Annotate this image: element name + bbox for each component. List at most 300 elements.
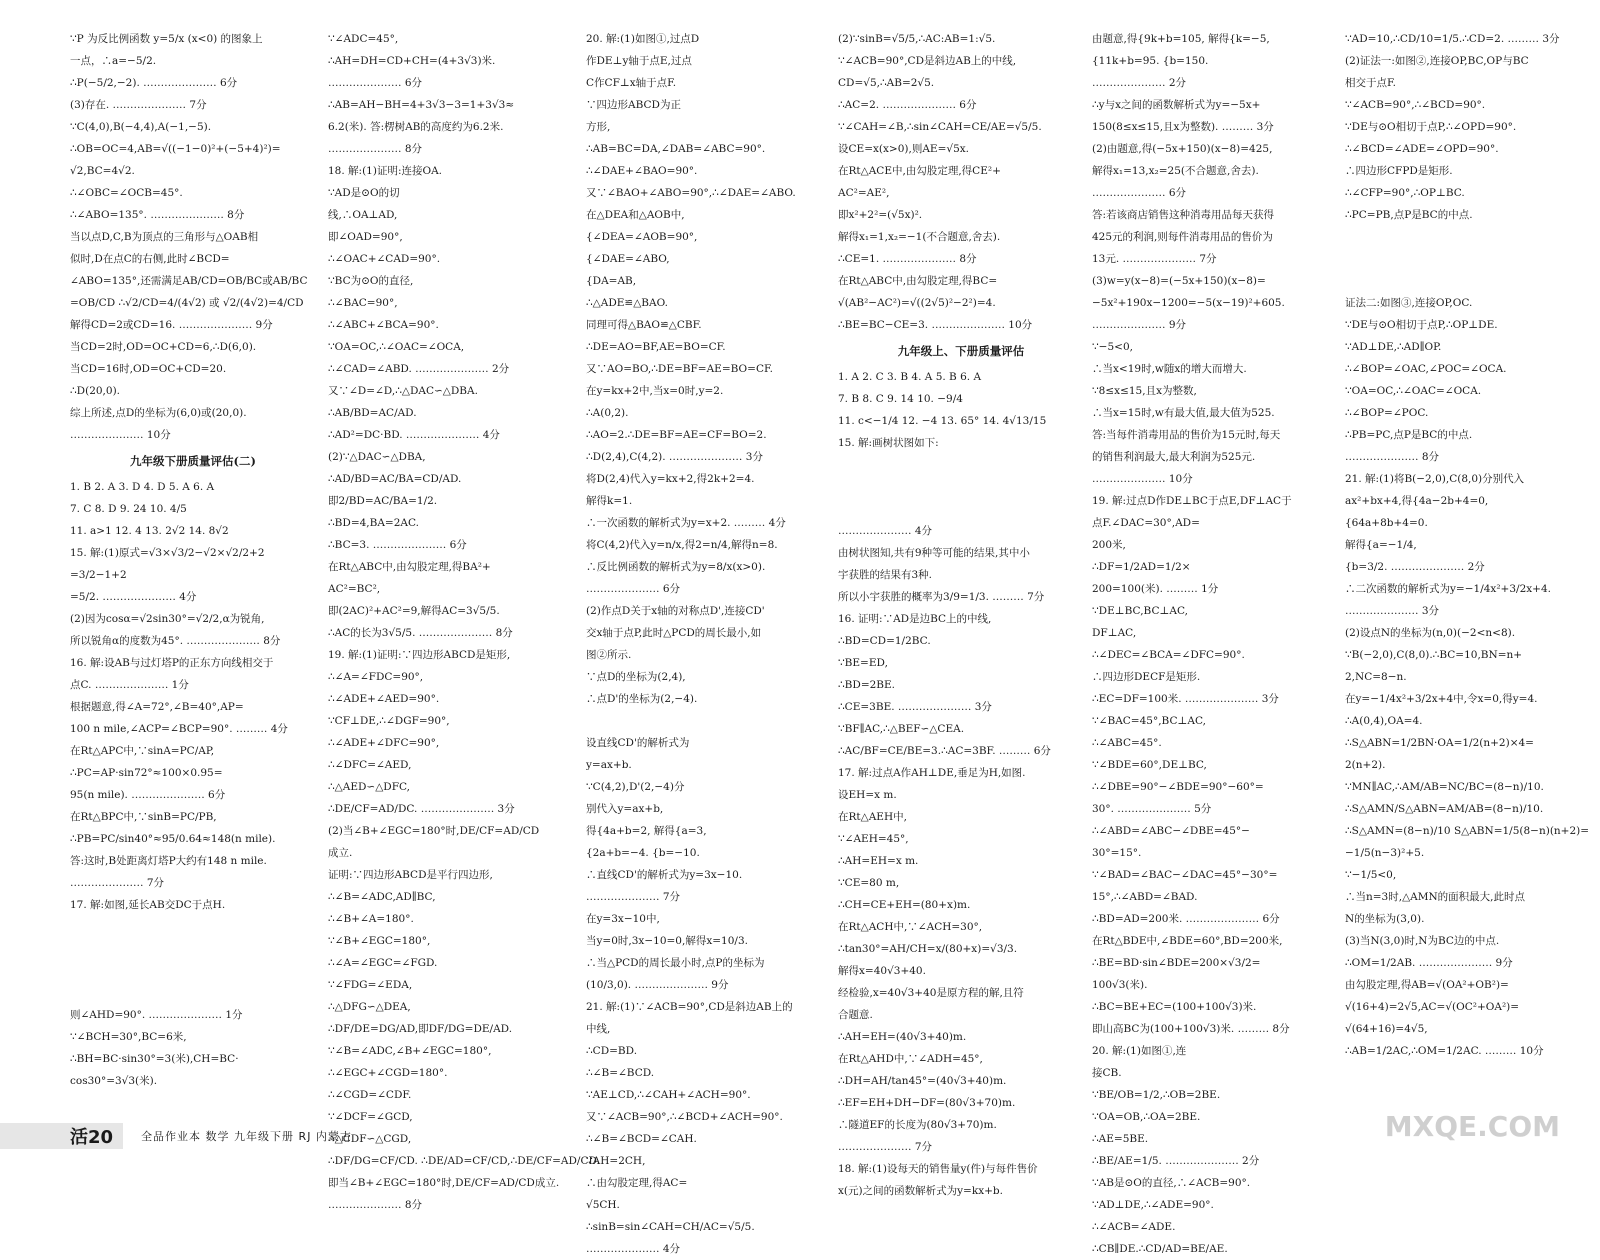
answer-line: [70, 982, 316, 1004]
answer-line: √2,BC=4√2.: [70, 165, 135, 177]
answer-line: 图②所示.: [586, 649, 632, 661]
answer-line: 21. 解:(1)将B(−2,0),C(8,0)分别代入: [1345, 473, 1525, 485]
answer-line: =3/2−1+2: [70, 569, 127, 581]
answer-line: 在Rt△ABC中,由勾股定理,得BC=: [838, 275, 998, 287]
answer-line: ∴∠OBC=∠OCB=45°.: [70, 187, 183, 199]
answer-line: [838, 454, 1084, 476]
answer-line: ∴DF/DE=DG/AD,即DF/DG=DE/AD.: [328, 1023, 513, 1035]
answer-line: ∵∠AEH=45°,: [838, 833, 909, 845]
answer-line: 18. 解:(1)设每天的销售量y(件)与每件售价: [838, 1163, 1038, 1175]
answer-line: {64a+8b+4=0.: [1345, 517, 1428, 529]
answer-line: ∵∠BDE=60°,DE⊥BC,: [1092, 759, 1207, 771]
answer-line: 即∠OAD=90°,: [328, 231, 403, 243]
answer-line: √(AB²−AC²)=√((2√5)²−2²)=4.: [838, 297, 996, 309]
answer-line: 又∵∠ACB=90°,∴∠BCD+∠ACH=90°.: [586, 1111, 783, 1123]
answer-line: 将D(2,4)代入y=kx+2,得2k+2=4.: [586, 473, 755, 485]
answer-line: ………………… 3分: [1345, 605, 1440, 617]
answer-line: ∴∠B=∠BCD.: [586, 1067, 655, 1079]
answer-line: ∵DE与⊙O相切于点P,∴∠OPD=90°.: [1345, 121, 1517, 133]
answer-line: y=ax+b.: [586, 759, 632, 771]
answer-line: 即(2AC)²+AC²=9,解得AC=3√5/5.: [328, 605, 500, 617]
answer-line: 21. 解:(1)∵∠ACB=90°,CD是斜边AB上的: [586, 1001, 793, 1013]
answer-line: ∵∠DCF=∠GCD,: [328, 1111, 413, 1123]
answer-line: ∴DE=AO=BF,AE=BO=CF.: [586, 341, 726, 353]
answer-line: 同理可得△BAO≌△CBF.: [586, 319, 702, 331]
answer-line: 所以小宇获胜的概率为3/9=1/3. ……… 7分: [838, 591, 1045, 603]
answer-line: ………………… 8分: [328, 143, 423, 155]
answer-line: ∴直线CD'的解析式为y=3x−10.: [586, 869, 743, 881]
answer-line: ∴S△AMN=(8−n)/10 S△ABN=1/5(8−n)(n+2)=: [1345, 825, 1590, 837]
answer-line: ∵AH=2CH,: [586, 1155, 646, 1167]
answer-line: ∵AD⊥DE,∴AD∥OP.: [1345, 341, 1442, 353]
answer-line: (2)当∠B+∠EGC=180°时,DE/CF=AD/CD: [328, 825, 540, 837]
answer-line: ∵MN∥AC,∴AM/AB=NC/BC=(8−n)/10.: [1345, 781, 1544, 793]
answer-line: 30°=15°.: [1092, 847, 1142, 859]
answer-line: 7. C 8. D 9. 24 10. 4/5: [70, 503, 187, 515]
answer-line: (2)因为cosα=√2sin30°=√2/2,α为锐角,: [70, 613, 265, 625]
answer-line: ………………… 6分: [328, 77, 423, 89]
answer-line: ∴CB∥DE.∴CD/AD=BE/AE.: [1092, 1243, 1228, 1255]
answer-line: ∴∠CAD=∠ABD. ………………… 2分: [328, 363, 510, 375]
answer-line: {b=3/2. ………………… 2分: [1345, 561, 1485, 573]
answer-line: ∵∠ACB=90°,∴∠BCD=90°.: [1345, 99, 1486, 111]
answer-line: ∴AH=DH=CD+CH=(4+3√3)米.: [328, 55, 496, 67]
answer-line: ∴△AED∽△DFC,: [328, 781, 410, 793]
answer-line: ∴S△AMN/S△ABN=AM/AB=(8−n)/10.: [1345, 803, 1544, 815]
answer-line: ∴AH=EH=x m.: [838, 855, 919, 867]
answer-line: 综上所述,点D的坐标为(6,0)或(20,0).: [70, 407, 247, 419]
answer-line: ∵AD=10,∴CD/10=1/5.∴CD=2. ……… 3分: [1345, 33, 1560, 45]
answer-line: ∴OM=1/2AB. ………………… 9分: [1345, 957, 1513, 969]
answer-line: ∴∠BOP=∠POC.: [1345, 407, 1429, 419]
answer-line: ∴S△ABN=1/2BN·OA=1/2(n+2)×4=: [1345, 737, 1534, 749]
answer-line: ∴∠CGD=∠CDF.: [328, 1089, 412, 1101]
answer-line: 点F.∠DAC=30°,AD=: [1092, 517, 1200, 529]
answer-line: (10/3,0). ………………… 9分: [586, 979, 729, 991]
answer-line: ∵B(−2,0),C(8,0).∴BC=10,BN=n+: [1345, 649, 1523, 661]
answer-line: ∴DE/CF=AD/DC. ………………… 3分: [328, 803, 515, 815]
answer-line: 当CD=16时,OD=OC+CD=20.: [70, 363, 227, 375]
answer-line: ∵C(4,2),D'(2,−4)分: [586, 781, 685, 793]
answer-line: (2)∵sinB=√5/5,∴AC:AB=1:√5.: [838, 33, 996, 45]
answer-line: ∴∠DEC=∠BCA=∠DFC=90°.: [1092, 649, 1245, 661]
answer-line: 答:当每件消毒用品的售价为15元时,每天: [1092, 429, 1281, 441]
answer-line: ………………… 7分: [70, 877, 165, 889]
answer-line: [838, 476, 1084, 498]
answer-line: 即山高BC为(100+100√3)米. ……… 8分: [1092, 1023, 1290, 1035]
answer-line: 20. 解:(1)如图①,过点D: [586, 33, 700, 45]
answer-line: CD=√5,∴AB=2√5.: [838, 77, 935, 89]
answer-line: ∴当n=3时,△AMN的面积最大,此时点: [1345, 891, 1526, 903]
answer-line: ∴∠DBE=90°−∠BDE=90°−60°=: [1092, 781, 1264, 793]
answer-line: 在y=3x−10中,: [586, 913, 660, 925]
answer-line: 设直线CD'的解析式为: [586, 737, 690, 749]
answer-line: ∴PB=PC,点P是BC的中点.: [1345, 429, 1473, 441]
answer-line: (3)存在. ………………… 7分: [70, 99, 207, 111]
answer-line: ∵P 为反比例函数 y=5/x (x<0) 的图象上: [70, 33, 263, 45]
answer-line: ∴P(−5/2,−2). ………………… 6分: [70, 77, 238, 89]
answer-line: 200米,: [1092, 539, 1126, 551]
answer-line: N的坐标为(3,0).: [1345, 913, 1425, 925]
answer-line: ∴∠CFP=90°,∴OP⊥BC.: [1345, 187, 1465, 199]
answer-line: ∵BF∥AC,∴△BEF∽△CEA.: [838, 723, 965, 735]
answer-line: ∴PC=AP·sin72°≈100×0.95=: [70, 767, 223, 779]
answer-line: ∴DF=1/2AD=1/2×: [1092, 561, 1191, 573]
column-6: [1345, 28, 1591, 1088]
answer-line: ………………… 10分: [1092, 473, 1193, 485]
answer-line: ∴BD=AD=200米. ………………… 6分: [1092, 913, 1280, 925]
answer-line: ∴当x<19时,w随x的增大而增大.: [1092, 363, 1247, 375]
answer-line: 宇获胜的结果有3种.: [838, 569, 933, 581]
answer-line: 又∵∠D=∠D,∴△DAC∽△DBA.: [328, 385, 478, 397]
answer-line: ∴∠ADE+∠DFC=90°,: [328, 737, 440, 749]
column-4: [838, 28, 1084, 1197]
answer-line: 17. 解:过点A作AH⊥DE,垂足为H,如图.: [838, 767, 1026, 779]
answer-line: AC²=AE²,: [838, 187, 890, 199]
answer-line: 15. 解:(1)原式=√3×√3/2−√2×√2/2+2: [70, 547, 265, 559]
answer-line: ∴∠A=∠FDC=90°,: [328, 671, 424, 683]
answer-line: ∴∠EGC+∠CGD=180°.: [328, 1067, 448, 1079]
answer-line: 别代入y=ax+b,: [586, 803, 664, 815]
column-3: [586, 28, 832, 1255]
answer-line: 在△DEA和△AOB中,: [586, 209, 685, 221]
answer-line: [70, 938, 316, 960]
answer-line: 在Rt△ACE中,由勾股定理,得CE²+: [838, 165, 1001, 177]
answer-line: ∴y与x之间的函数解析式为y=−5x+: [1092, 99, 1261, 111]
answer-line: ∴AE=5BE.: [1092, 1133, 1149, 1145]
answer-line: ∴AD²=DC·BD. ………………… 4分: [328, 429, 500, 441]
answer-line: (2)由题意,得(−5x+150)(x−8)=425,: [1092, 143, 1273, 155]
answer-line: 16. 证明:∵AD是边BC上的中线,: [838, 613, 992, 625]
answer-line: 答:这时,B处距离灯塔P大约有148 n mile.: [70, 855, 267, 867]
answer-line: 在Rt△AEH中,: [838, 811, 907, 823]
answer-line: ∵CF⊥DE,∴∠DGF=90°,: [328, 715, 450, 727]
page-footer: [0, 1120, 1600, 1152]
answer-line: ∴A(0,2).: [586, 407, 629, 419]
answer-line: ∵∠CAH=∠B,∴sin∠CAH=CE/AE=√5/5.: [838, 121, 1042, 133]
answer-line: ∴∠B=∠BCD=∠CAH.: [586, 1133, 697, 1145]
answer-line: 17. 解:如图,延长AB交DC于点H.: [70, 899, 226, 911]
answer-line: 在Rt△ABC中,由勾股定理,得BA²+: [328, 561, 491, 573]
answer-line: ∴CE=1. ………………… 8分: [838, 253, 977, 265]
answer-line: 所以锐角α的度数为45°. ………………… 8分: [70, 635, 281, 647]
answer-line: ∴∠BCD=∠ADE=∠OPD=90°.: [1345, 143, 1499, 155]
answer-line: 11. a>1 12. 4 13. 2√2 14. 8√2: [70, 525, 229, 537]
answer-line: 在y=−1/4x²+3/2x+4中,令x=0,得y=4.: [1345, 693, 1538, 705]
answer-line: ∴∠OAC+∠CAD=90°.: [328, 253, 441, 265]
answer-line: 的销售利润最大,最大利润为525元.: [1092, 451, 1256, 463]
answer-line: 解得x=40√3+40.: [838, 965, 926, 977]
answer-line: √(16+4)=2√5,AC=√(OC²+OA²)=: [1345, 1001, 1520, 1013]
answer-line: ∵OA=OC,∴∠OAC=∠OCA,: [328, 341, 465, 353]
answer-line: 16. 解:设AB与过灯塔P的正东方向线相交于: [70, 657, 274, 669]
answer-line: ∴CH=CE+EH=(80+x)m.: [838, 899, 971, 911]
answer-line: ………………… 8分: [328, 1199, 423, 1211]
answer-line: (2)证法一:如图②,连接OP,BC,OP与BC: [1345, 55, 1529, 67]
answer-line: (2)∵△DAC∽△DBA,: [328, 451, 426, 463]
answer-line: 30°. ………………… 5分: [1092, 803, 1212, 815]
answer-line: ∵AD⊥DE,∴∠ADE=90°.: [1092, 1199, 1214, 1211]
answer-line: ∵OA=OC,∴∠OAC=∠OCA.: [1345, 385, 1482, 397]
answer-line: [838, 498, 1084, 520]
answer-line: ∴△DFG∽△DEA,: [328, 1001, 411, 1013]
answer-line: ∴∠ABD=∠ABC−∠DBE=45°−: [1092, 825, 1250, 837]
answer-line: ∴DH=AH/tan45°=(40√3+40)m.: [838, 1075, 1007, 1087]
answer-line: ………………… 8分: [1345, 451, 1440, 463]
answer-line: 即x²+2²=(√5x)².: [838, 209, 923, 221]
answer-line: ∴反比例函数的解析式为y=8/x(x>0).: [586, 561, 766, 573]
answer-line: 20. 解:(1)如图①,连: [1092, 1045, 1187, 1057]
answer-line: 15°,∴∠ABD=∠BAD.: [1092, 891, 1198, 903]
answer-line: ∴BD=4,BA=2AC.: [328, 517, 419, 529]
answer-line: 2,NC=8−n.: [1345, 671, 1407, 683]
answer-line: ax²+bx+4,得{4a−2b+4=0,: [1345, 495, 1489, 507]
section-title: 九年级上、下册质量评估: [897, 344, 1025, 358]
answer-line: 由树状图知,共有9种等可能的结果,其中小: [838, 547, 1030, 559]
answer-line: ∴∠ABO=135°. ………………… 8分: [70, 209, 245, 221]
answer-line: ∴OB=OC=4,AB=√((−1−0)²+(−5+4)²)=: [70, 143, 281, 155]
answer-line: ∴AC=2. ………………… 6分: [838, 99, 977, 111]
answer-line: ∴隧道EF的长度为(80√3+70)m.: [838, 1119, 997, 1131]
answer-line: 交x轴于点P,此时△PCD的周长最小,如: [586, 627, 762, 639]
answer-line: =OB/CD ∴√2/CD=4/(4√2) 或 √2/(4√2)=4/CD: [70, 297, 304, 309]
answer-line: 150(8≤x≤15,且x为整数). ……… 3分: [1092, 121, 1274, 133]
answer-line: ∴D(2,4),C(4,2). ………………… 3分: [586, 451, 763, 463]
answer-line: ∴AB/BD=AC/AD.: [328, 407, 417, 419]
answer-line: cos30°=3√3(米).: [70, 1075, 158, 1087]
answer-line: ∵∠BAC=45°,BC⊥AC,: [1092, 715, 1206, 727]
answer-line: 19. 解:过点D作DE⊥BC于点E,DF⊥AC于: [1092, 495, 1292, 507]
answer-line: 答:若该商店销售这种消毒用品每天获得: [1092, 209, 1275, 221]
answer-line: 又∵AO=BO,∴DE=BF=AE=BO=CF.: [586, 363, 773, 375]
answer-line: ∴PC=PB,点P是BC的中点.: [1345, 209, 1473, 221]
answer-line: x(元)之间的函数解析式为y=kx+b.: [838, 1185, 1003, 1197]
answer-line: ∴当x=15时,w有最大值,最大值为525.: [1092, 407, 1275, 419]
answer-line: [1345, 226, 1591, 248]
answer-line: 解得x₁=13,x₂=25(不合题意,舍去).: [1092, 165, 1259, 177]
answer-line: ∴sinB=sin∠CAH=CH/AC=√5/5.: [586, 1221, 755, 1233]
answer-line: ………………… 6分: [1092, 187, 1187, 199]
answer-line: ∴AO=2.∴DE=BF=AE=CF=BO=2.: [586, 429, 767, 441]
answer-line: ∴∠B+∠A=180°.: [328, 913, 414, 925]
answer-line: 成立.: [328, 847, 353, 859]
answer-line: ………………… 7分: [838, 1141, 933, 1153]
answer-line: 解得CD=2或CD=16. ………………… 9分: [70, 319, 273, 331]
answer-line: 解得{a=−1/4,: [1345, 539, 1417, 551]
answer-line: 在Rt△APC中,∵sinA=PC/AP,: [70, 745, 215, 757]
answer-line: 又∵∠BAO+∠ABO=90°,∴∠DAE=∠ABO.: [586, 187, 796, 199]
answer-line: 11. c<−1/4 12. −4 13. 65° 14. 4√13/15: [838, 415, 1047, 427]
answer-line: ∴tan30°=AH/CH=x/(80+x)=√3/3.: [838, 943, 1018, 955]
answer-line: ………………… 6分: [586, 583, 681, 595]
column-5: [1092, 28, 1338, 1255]
answer-line: 将C(4,2)代入y=n/x,得2=n/4,解得n=8.: [586, 539, 778, 551]
answer-line: 证明:∵四边形ABCD是平行四边形,: [328, 869, 493, 881]
answer-line: 设CE=x(x>0),则AE=√5x.: [838, 143, 970, 155]
answer-line: ∴BE/AE=1/5. ………………… 2分: [1092, 1155, 1260, 1167]
answer-line: AC²=BC²,: [328, 583, 381, 595]
answer-line: ∴BC=3. ………………… 6分: [328, 539, 467, 551]
answer-line: {∠DAE=∠ABO,: [586, 253, 670, 265]
answer-line: ∴二次函数的解析式为y=−1/4x²+3/2x+4.: [1345, 583, 1551, 595]
answer-line: ∴AB=AH−BH=4+3√3−3=1+3√3≈: [328, 99, 515, 111]
answer-line: ∵∠ADC=45°,: [328, 33, 399, 45]
answer-line: ………………… 4分: [838, 525, 933, 537]
answer-line: 线,∴OA⊥AD,: [328, 209, 398, 221]
answer-line: ∵AE⊥CD,∴∠CAH+∠ACH=90°.: [586, 1089, 751, 1101]
answer-line: 一点，∴a=−5/2.: [70, 55, 157, 67]
answer-line: 即当∠B+∠EGC=180°时,DE/CF=AD/CD成立.: [328, 1177, 560, 1189]
answer-line: ∴CE=3BE. ………………… 3分: [838, 701, 992, 713]
answer-line: ∴AD/BD=AC/BA=CD/AD.: [328, 473, 462, 485]
answer-line: ∴△ADE≌△BAO.: [586, 297, 668, 309]
answer-line: ∴D(20,0).: [70, 385, 121, 397]
page-number-badge: 活20: [0, 1123, 123, 1149]
answer-line: 在Rt△ACH中,∵∠ACH=30°,: [838, 921, 983, 933]
answer-line: 在Rt△BPC中,∵sinB=PC/PB,: [70, 811, 217, 823]
answer-line: 当CD=2时,OD=OC+CD=6,∴D(6,0).: [70, 341, 257, 353]
answer-line: ∴一次函数的解析式为y=x+2. ……… 4分: [586, 517, 786, 529]
answer-line: ∴∠A=∠EGC=∠FGD.: [328, 957, 438, 969]
answer-line: ………………… 10分: [70, 429, 171, 441]
answer-line: =5/2. ………………… 4分: [70, 591, 197, 603]
answer-line: 425元的利润,则每件消毒用品的售价为: [1092, 231, 1273, 243]
answer-line: 方形,: [586, 121, 611, 133]
answer-line: ∵AD是⊙O的切: [328, 187, 400, 199]
answer-line: ∵四边形ABCD为正: [586, 99, 681, 111]
answer-line: 在y=kx+2中,当x=0时,y=2.: [586, 385, 724, 397]
answer-line: [1345, 270, 1591, 292]
answer-line: 95(n mile). ………………… 6分: [70, 789, 226, 801]
answer-line: 15. 解:画树状图如下:: [838, 437, 939, 449]
answer-line: {2a+b=−4. {b=−10.: [586, 847, 700, 859]
answer-line: ∴BH=BC·sin30°=3(米),CH=BC·: [70, 1053, 239, 1065]
answer-line: 6.2(米). 答:楞树AB的高度约为6.2米.: [328, 121, 504, 133]
answer-line: 2(n+2).: [1345, 759, 1386, 771]
answer-line: ∴由勾股定理,得AC=: [586, 1177, 688, 1189]
answer-line: ∵DE与⊙O相切于点P,∴OP⊥DE.: [1345, 319, 1498, 331]
answer-line: ∴BD=CD=1/2BC.: [838, 635, 931, 647]
answer-line: 证法二:如图③,连接OP,OC.: [1345, 297, 1473, 309]
answer-line: 解得x₁=1,x₂=−1(不合题意,舍去).: [838, 231, 1001, 243]
answer-line: ∵−5<0,: [1092, 341, 1133, 353]
answer-line: 则∠AHD=90°. ………………… 1分: [70, 1009, 243, 1021]
watermark: MXQE.COM: [1384, 1110, 1560, 1143]
answer-line: 100 n mile,∠ACP=∠BCP=90°. ……… 4分: [70, 723, 288, 735]
answer-line: ∵点D的坐标为(2,4),: [586, 671, 686, 683]
answer-line: ∴∠DFC=∠AED,: [328, 759, 412, 771]
answer-line: 得{4a+b=2, 解得{a=3,: [586, 825, 707, 837]
answer-line: ∴四边形CFPD是矩形.: [1345, 165, 1453, 177]
answer-line: ∴EC=DF=100米. ………………… 3分: [1092, 693, 1279, 705]
answer-line: ∵−1/5<0,: [1345, 869, 1397, 881]
answer-line: ∴AB=BC=DA,∠DAB=∠ABC=90°.: [586, 143, 766, 155]
answer-line: √5CH.: [586, 1199, 620, 1211]
answer-line: −1/5(n−3)²+5.: [1345, 847, 1425, 859]
answer-line: ∴AB=1/2AC,∴OM=1/2AC. ……… 10分: [1345, 1045, 1544, 1057]
answer-line: 解得k=1.: [586, 495, 633, 507]
answer-line: ∴△CDF∽△CGD,: [328, 1133, 412, 1145]
answer-line: 1. A 2. C 3. B 4. A 5. B 6. A: [838, 371, 982, 383]
answer-line: 作DE⊥y轴于点E,过点: [586, 55, 692, 67]
answer-line: ∵BC为⊙O的直径,: [328, 275, 414, 287]
answer-line: 接CB.: [1092, 1067, 1122, 1079]
answer-line: [70, 916, 316, 938]
answer-line: ………………… 7分: [586, 891, 681, 903]
answer-line: 中线,: [586, 1023, 611, 1035]
answer-line: ∵AB是⊙O的直径,∴∠ACB=90°.: [1092, 1177, 1251, 1189]
answer-line: 在Rt△AHD中,∵∠ADH=45°,: [838, 1053, 983, 1065]
answer-line: ∴AC/BF=CE/BE=3.∴AC=3BF. ……… 6分: [838, 745, 1051, 757]
answer-line: 18. 解:(1)证明:连接OA.: [328, 165, 443, 177]
answer-line: ∴A(0,4),OA=4.: [1345, 715, 1423, 727]
answer-line: 由题意,得{9k+b=105, 解得{k=−5,: [1092, 33, 1270, 45]
answer-line: ∴∠B=∠ADC,AD∥BC,: [328, 891, 436, 903]
answer-line: ∵8≤x≤15,且x为整数,: [1092, 385, 1197, 397]
answer-line: {DA=AB,: [586, 275, 637, 287]
answer-line: 当以点D,C,B为顶点的三角形与△OAB相: [70, 231, 259, 243]
answer-line: ∴BE=BD·sin∠BDE=200×√3/2=: [1092, 957, 1261, 969]
answer-line: {∠DEA=∠AOB=90°,: [586, 231, 698, 243]
answer-line: ∠ABO=135°,还需满足AB/CD=OB/BC或AB/BC: [70, 275, 308, 287]
answer-line: ………………… 9分: [1092, 319, 1187, 331]
answer-line: ∴点D'的坐标为(2,−4).: [586, 693, 698, 705]
answer-line: ∴BC=BE+EC=(100+100√3)米.: [1092, 1001, 1257, 1013]
answer-line: ∵∠BAD=∠BAC−∠DAC=45°−30°=: [1092, 869, 1278, 881]
answer-line: ∵∠B+∠EGC=180°,: [328, 935, 431, 947]
answer-line: (3)w=y(x−8)=(−5x+150)(x−8)=: [1092, 275, 1266, 287]
answer-line: ∴CD=BD.: [586, 1045, 638, 1057]
answer-line: 100√3(米).: [1092, 979, 1148, 991]
answer-line: ∴BD=2BE.: [838, 679, 896, 691]
answer-line: 1. B 2. A 3. D 4. D 5. A 6. A: [70, 481, 215, 493]
answer-line: ∵∠BCH=30°,BC=6米,: [70, 1031, 187, 1043]
answer-line: {11k+b=95. {b=150.: [1092, 55, 1209, 67]
answer-line: 点C. ………………… 1分: [70, 679, 189, 691]
answer-line: ∴∠BAC=90°,: [328, 297, 398, 309]
answer-line: 合题意.: [838, 1009, 873, 1021]
answer-line: ∴DF/DG=CF/CD. ∴DE/AD=CF/CD,∴DE/CF=AD/CD.: [328, 1155, 600, 1167]
answer-line: 根据题意,得∠A=72°,∠B=40°,AP=: [70, 701, 244, 713]
answer-line: ∴四边形DECF是矩形.: [1092, 671, 1201, 683]
answer-line: ∴∠ADE+∠AED=90°.: [328, 693, 440, 705]
answer-line: 即2/BD=AC/BA=1/2.: [328, 495, 438, 507]
answer-line: ∴∠ACB=∠ADE.: [1092, 1221, 1176, 1233]
answer-line: 13元. ………………… 7分: [1092, 253, 1217, 265]
answer-line: ∵BE=ED,: [838, 657, 888, 669]
answer-line: ∵C(4,0),B(−4,4),A(−1,−5).: [70, 121, 212, 133]
answer-line: [1345, 248, 1591, 270]
answer-line: 7. B 8. C 9. 14 10. −9/4: [838, 393, 963, 405]
answer-line: 在Rt△BDE中,∠BDE=60°,BD=200米,: [1092, 935, 1283, 947]
answer-line: ………………… 2分: [1092, 77, 1187, 89]
book-info: 全品作业本 数学 九年级下册 RJ 内蒙古: [141, 1130, 352, 1143]
answer-line: 200=100(米). ……… 1分: [1092, 583, 1219, 595]
section-title: 九年级下册质量评估(二): [130, 454, 256, 468]
answer-line: √(64+16)=4√5,: [1345, 1023, 1428, 1035]
answer-line: (2)设点N的坐标为(n,0)(−2<n<8).: [1345, 627, 1516, 639]
answer-line: ∴∠ABC+∠BCA=90°.: [328, 319, 439, 331]
answer-line: DF⊥AC,: [1092, 627, 1137, 639]
answer-line: −5x²+190x−1200=−5(x−19)²+605.: [1092, 297, 1285, 309]
answer-line: [70, 960, 316, 982]
answer-line: ∴AH=EH=(40√3+40)m.: [838, 1031, 967, 1043]
answer-line: 似时,D在点C的右侧,此时∠BCD=: [70, 253, 230, 265]
answer-line: ∴∠ABC=45°.: [1092, 737, 1162, 749]
answer-line: ∵CE=80 m,: [838, 877, 900, 889]
answer-line: ∴当△PCD的周长最小时,点P的坐标为: [586, 957, 765, 969]
answer-line: ∴∠DAE+∠BAO=90°.: [586, 165, 698, 177]
